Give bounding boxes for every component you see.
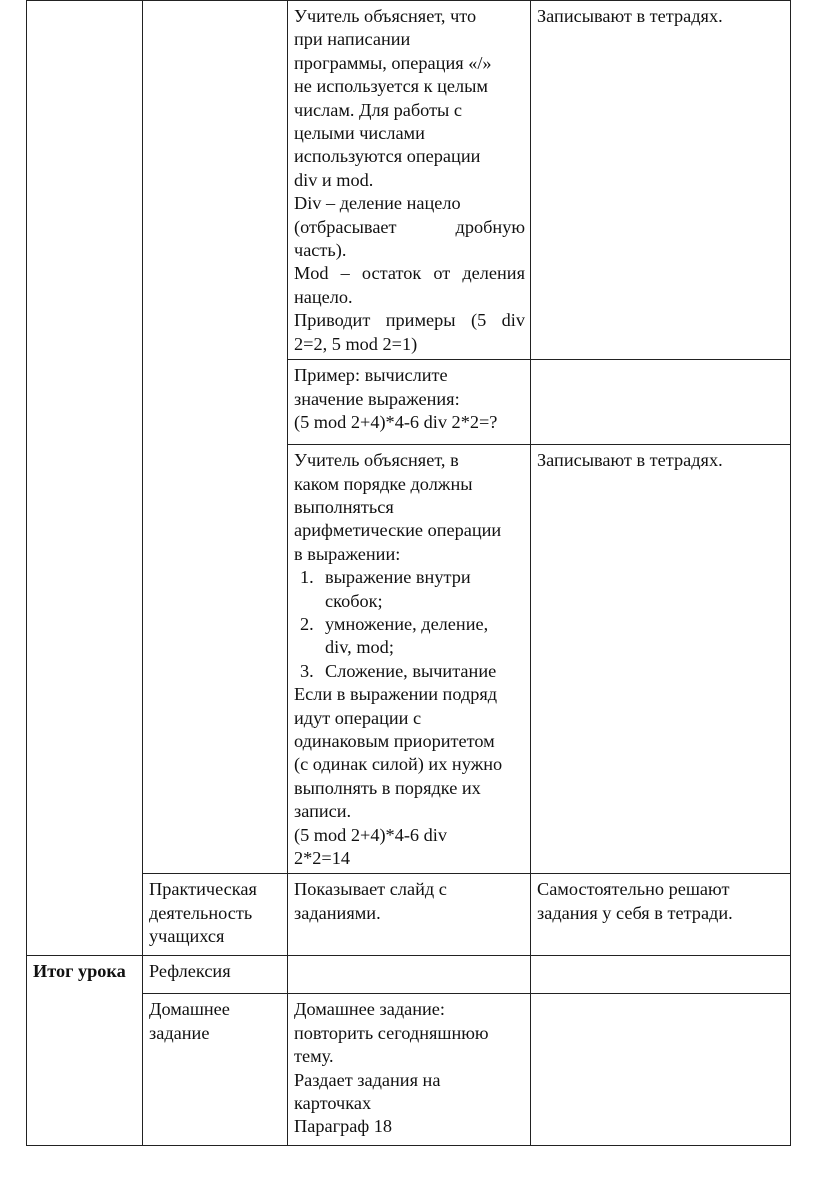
text-line: Если в выражении подряд: [294, 684, 498, 705]
text-line: не используется к целым: [294, 76, 488, 97]
text-line: программы, операция «/»: [294, 52, 492, 73]
teacher-cell: [288, 994, 531, 1146]
text-line: (5 mod 2+4)*4-6 div 2*2=?: [294, 411, 498, 432]
text-line: (5 mod 2+4)*4-6 div: [294, 824, 447, 845]
students-cell: [531, 360, 791, 445]
text-line: каком порядке должны: [294, 473, 473, 494]
text-line: выражение внутри: [325, 567, 471, 588]
stage-title: Итог урока: [33, 961, 126, 982]
text-line: Показывает слайд с: [294, 879, 447, 900]
text-line: часть).: [294, 240, 347, 261]
text-line: Сложение, вычитание: [325, 660, 497, 681]
activity-cell: [143, 994, 288, 1146]
text-line: Домашнее: [149, 999, 230, 1020]
teacher-cell: [288, 360, 531, 445]
text-line: Mod – остаток от деления: [294, 263, 525, 284]
text-line: нацело.: [294, 286, 353, 307]
text-line: Самостоятельно решают: [537, 879, 730, 900]
list-item: [294, 660, 525, 683]
text-line: умножение, деление,: [325, 613, 489, 634]
text-line: записи.: [294, 801, 352, 822]
text-line: (отбрасывает дробную: [294, 216, 525, 237]
text-line: тему.: [294, 1046, 334, 1067]
text-line: Рефлексия: [149, 961, 231, 982]
table-row: [27, 956, 791, 994]
text-line: деятельность: [149, 902, 253, 923]
students-text: Записывают в тетрадях.: [537, 450, 723, 471]
students-text: Записывают в тетрадях.: [537, 6, 723, 26]
list-number: 3.: [300, 660, 314, 681]
text-line: заданиями.: [294, 902, 381, 923]
text-line: 2*2=14: [294, 848, 351, 868]
text-line: выполняться: [294, 496, 394, 517]
text-line: учащихся: [149, 926, 225, 947]
list-number: 2.: [300, 613, 314, 634]
list-item: [294, 613, 525, 660]
text-line: Учитель объясняет, что: [294, 6, 477, 26]
text-line: Div – деление нацело: [294, 193, 461, 214]
operation-order-list: [294, 566, 525, 683]
text-line: Параграф 18: [294, 1116, 393, 1137]
text-line: Раздает задания на: [294, 1069, 441, 1090]
text-line: задание: [149, 1022, 210, 1043]
students-cell: [531, 445, 791, 874]
text-line: Пример: вычислите: [294, 365, 448, 386]
text-line: div, mod;: [325, 637, 394, 658]
text-line: выполнять в порядке их: [294, 777, 481, 798]
teacher-cell: [288, 1, 531, 360]
text-line: повторить сегодняшнюю: [294, 1022, 489, 1043]
text-line: одинаковым приоритетом: [294, 730, 495, 751]
text-line: идут операции с: [294, 707, 422, 728]
text-line: скобок;: [325, 590, 383, 611]
table-row: [27, 1, 791, 360]
text-line: при написании: [294, 29, 411, 50]
text-line: карточках: [294, 1093, 372, 1114]
text-line: Домашнее задание:: [294, 999, 445, 1020]
text-line: используются операции: [294, 146, 481, 167]
text-line: Учитель объясняет, в: [294, 450, 459, 471]
text-line: в выражении:: [294, 543, 401, 564]
text-line: (с одинак силой) их нужно: [294, 754, 503, 775]
text-line: Практическая: [149, 879, 257, 900]
text-line: значение выражения:: [294, 388, 460, 409]
text-line: числам. Для работы с: [294, 99, 463, 120]
text-line: div и mod.: [294, 169, 374, 190]
students-cell: [531, 956, 791, 994]
text-line: Приводит примеры (5 div: [294, 310, 525, 331]
list-item: [294, 566, 525, 613]
students-cell: [531, 874, 791, 956]
activity-cell: [143, 874, 288, 956]
activity-cell: [143, 956, 288, 994]
text-line: 2=2, 5 mod 2=1): [294, 333, 418, 354]
text-line: целыми числами: [294, 123, 425, 144]
text-line: задания у себя в тетради.: [537, 902, 733, 923]
teacher-cell: [288, 956, 531, 994]
teacher-cell: [288, 874, 531, 956]
stage-cell: [27, 956, 143, 1146]
list-number: 1.: [300, 567, 314, 588]
students-cell: [531, 1, 791, 360]
lesson-plan-table: [26, 0, 791, 1146]
teacher-cell: [288, 445, 531, 874]
text-line: арифметические операции: [294, 520, 502, 541]
students-cell: [531, 994, 791, 1146]
activity-cell: [143, 1, 288, 874]
stage-cell: [27, 1, 143, 956]
